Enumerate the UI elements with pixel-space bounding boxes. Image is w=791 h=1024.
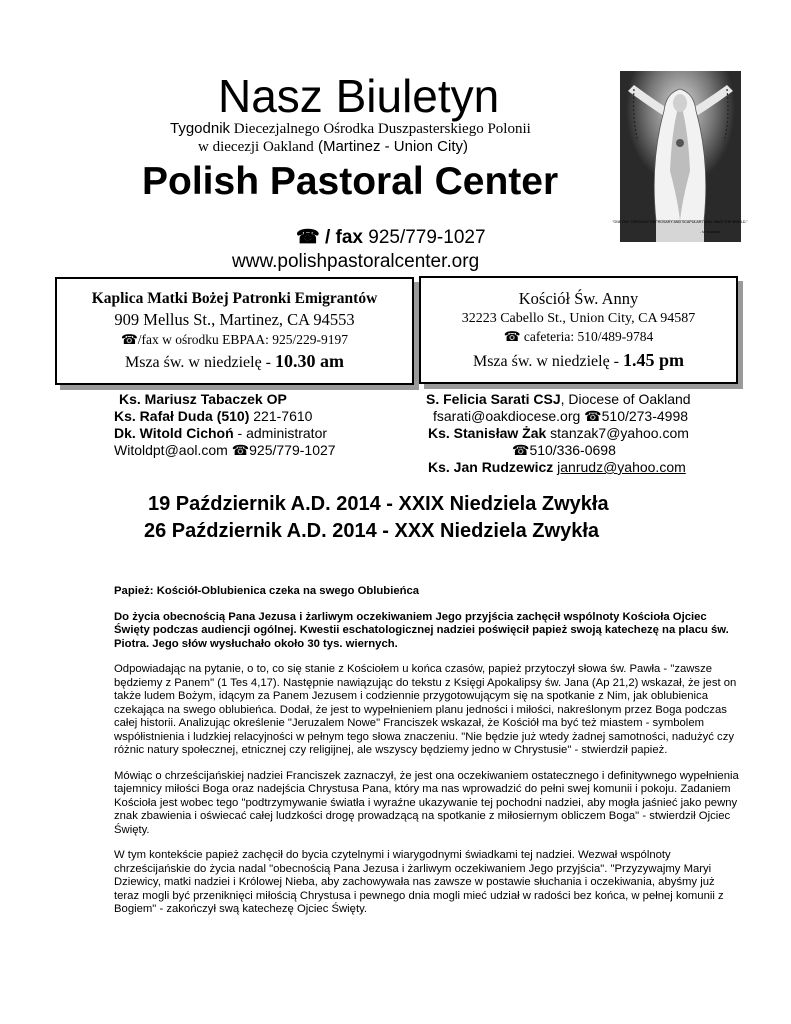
fax-line xyxy=(296,226,486,249)
sister-diocese: , Diocese of Oakland xyxy=(560,391,691,407)
madonna-illustration-icon xyxy=(612,71,748,242)
subtitle-line-1 xyxy=(170,120,531,138)
clergy-left-1 xyxy=(119,391,287,408)
article-paragraph-3: W tym kontekście papież zachęcił do bycia czytelnymi i wiarygodnymi świadkami tej nadziei. Wezwał wspólnoty chrześcijańskie do życia nadal "obecnością Pana Jezusa i żarliwym oczekiwaniem Jego przyjścia". "Przyzywajmy Maryi Dziewicy, matki nadziei i Królowej Nieba, aby zachowywała nas zawsze w postawie słuchania i oczekiwania, abyśmy już teraz mogli być przeniknięci miłością Chrystusa i pewnego dnia mogli mieć udział w radości bez końca, w pełnej komunii z Bogiem" - zakończył swą katechezę Ojciec Święty. xyxy=(114,849,724,915)
church-address: 32223 Cabello St., Union City, CA 94587 xyxy=(461,311,696,326)
chapel-phone: ☎/fax w ośrodku EBPAA: 925/229-9197 xyxy=(120,332,349,347)
chapel-mass-time xyxy=(57,351,412,372)
clergy-left-2 xyxy=(114,408,312,425)
priest-phone: 221-7610 xyxy=(249,408,313,424)
church-mass-time xyxy=(421,350,736,371)
chapel-address: 909 Mellus St., Martinez, CA 94553 xyxy=(114,310,355,329)
clergy-right-3 xyxy=(428,425,689,442)
sister-name: S. Felicia Sarati CSJ xyxy=(426,391,561,407)
clergy-right-2: fsarati@oakdiocese.org ☎510/273-4998 xyxy=(433,408,689,424)
center-name: Polish Pastoral Center xyxy=(142,160,559,203)
chapel-mass-hour: 10.30 am xyxy=(275,351,345,371)
church-name: Kościół Św. Anny xyxy=(518,289,639,308)
subtitle-weekly: Tygodnik xyxy=(170,120,231,137)
priest-name: Ks. Stanisław Żak xyxy=(428,425,547,441)
church-phone: ☎ cafeteria: 510/489-9784 xyxy=(503,329,654,344)
image-caption: "ONE DAY THROUGH THE ROSARY AND SCAPULAR I WILL SAVE THE WORLD." xyxy=(612,220,748,224)
article-lead: Do życia obecnością Pana Jezusa i żarliwym oczekiwaniem Jego przyjścia zachęcił wspólnoty Kościoła Ojciec Święty podczas audiencji ogólnej. Kwestii eschatologicznej nadziei poświęcił papież swoją katechezę na placu św. Piotra. Jego słów wysłuchało około 30 tys. wiernych. xyxy=(114,610,729,650)
website-link[interactable]: www.polishpastoralcenter.org xyxy=(232,251,480,272)
subtitle-diocesan: Diecezjalnego Ośrodka Duszpasterskiego Polonii xyxy=(230,121,531,137)
madonna-image xyxy=(612,71,748,242)
fax-number: 925/779-1027 xyxy=(362,227,486,248)
deacon-name: Dk. Witold Cichoń xyxy=(114,425,234,441)
article xyxy=(114,585,740,929)
sunday-date-1: 19 Październik A.D. 2014 - XXIX Niedziela Zwykła xyxy=(148,493,609,515)
church-info-box xyxy=(419,276,738,384)
deacon-role: - administrator xyxy=(233,425,328,441)
subtitle-line-2 xyxy=(198,138,468,156)
priest-name: Ks. Jan Rudzewicz xyxy=(428,459,554,475)
chapel-mass-label: Msza św. w niedzielę - xyxy=(124,354,276,371)
church-mass-label: Msza św. w niedzielę - xyxy=(472,353,623,370)
article-paragraph-1: Odpowiadając na pytanie, o to, co się stanie z Kościołem u końca czasów, papież przytoczył słowa św. Pawła - "zawsze będziemy z Panem" (1 Tes 4,17). Następnie nawiązując do tekstu z Księgi Apokalipsy św. Jana (Ap 21,2) wskazał, że jest on także ludem Bożym, idącym za Panem Jezusem i codziennie przygotowującym się na spotkanie z Nim, jak oblubienica czekająca na swego oblubieńca. Dodał, że jest to wypełnieniem planu jedności i miłości, nakreślonym przez Boga podczas całej historii. Analizując określenie "Jeruzalem Nowe" Franciszek wskazał, że Kościół ma być też miastem - symbolem współistnienia i ludzkiej relacyjności w pełnym tego słowa znaczeniu. "Nie będzie już wtedy żadnej samotności, nadużyć czy różnic natury społecznej, etnicznej czy religijnej, ale wszyscy będziemy jedno w Chrystusie" - stwierdził papież. xyxy=(114,663,737,756)
church-mass-hour: 1.45 pm xyxy=(623,350,685,370)
bulletin-title: Nasz Biuletyn xyxy=(218,70,500,122)
priest-name: Ks. Rafał Duda (510) xyxy=(114,408,250,424)
priest-email: stanzak7@yahoo.com xyxy=(546,425,689,441)
priest-name: Ks. Mariusz Tabaczek OP xyxy=(119,391,287,407)
subtitle-diocese: w diecezji Oakland xyxy=(198,139,314,155)
chapel-info-box xyxy=(55,277,414,385)
fax-label: ☎ / fax xyxy=(296,227,363,248)
sunday-date-2: 26 Październik A.D. 2014 - XXX Niedziela Zwykła xyxy=(144,520,600,542)
clergy-right-5 xyxy=(428,459,686,476)
clergy-left-3 xyxy=(114,425,327,442)
image-attribution: - ST. DOMINIC xyxy=(700,230,720,234)
priest-email-link[interactable]: janrudz@yahoo.com xyxy=(557,459,686,475)
clergy-right-1 xyxy=(426,391,691,408)
article-paragraph-2: Mówiąc o chrześcijańskiej nadziei Franciszek zaznaczył, że jest ona oczekiwaniem ostatecznego i definitywnego wypełnienia tajemnicy miłości Boga oraz nadejścia Chrystusa Pana, który ma nas wprowadzić do pełni swej komunii i pokoju. Zadaniem Kościoła jest wobec tego "podtrzymywanie światła i wyraźne ukazywanie tej pochodni nadziei, aby mogła jaśnieć jako pewny znak zbawienia i oświecać całej ludzkości drogę prowadzącą na spotkanie z miłosiernym obliczem Boga" - stwierdził Ojciec Święty. xyxy=(114,769,739,836)
article-headline: Papież: Kościół-Oblubienica czeka na swego Oblubieńca xyxy=(114,585,420,597)
chapel-name: Kaplica Matki Bożej Patronki Emigrantów xyxy=(91,290,378,307)
subtitle-locations: (Martinez - Union City) xyxy=(313,138,468,155)
clergy-right-4: ☎510/336-0698 xyxy=(512,442,616,458)
clergy-left-4: Witoldpt@aol.com ☎925/779-1027 xyxy=(114,442,336,458)
